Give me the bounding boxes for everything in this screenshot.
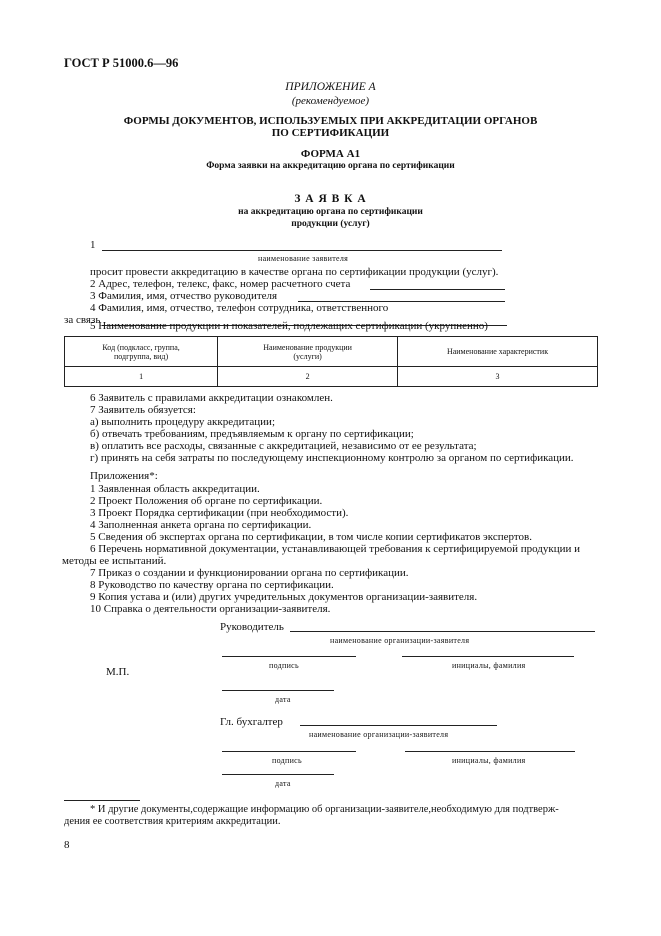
field-4: 4 Фамилия, имя, отчество, телефон сотрудника, ответственного [90, 302, 389, 314]
field-3: 3 Фамилия, имя, отчество руководителя [90, 290, 278, 302]
accountant-date-line [222, 774, 334, 775]
head-label: Руководитель [220, 621, 284, 633]
statement-7g: г) принять на себя затраты по последующему инспекционному контролю за органом по сертификации. [90, 452, 574, 464]
statement-7b: б) отвечать требованиям, предъявляемым к органу по сертификации; [90, 428, 414, 440]
accountant-label: Гл. бухгалтер [220, 716, 283, 728]
head-date-line [222, 690, 334, 691]
attachment-item: 7 Приказ о создании и функционировании органа по сертификации. [90, 567, 409, 579]
table-cell: 1 [65, 367, 218, 387]
field-5: 5 Наименование продукции и показателей, подлежащих сертификации (укрупненно) [90, 320, 488, 332]
attachment-item: 2 Проект Положения об органе по сертификации. [90, 495, 323, 507]
appendix-note: (рекомендуемое) [291, 95, 370, 107]
statement-6: 6 Заявитель с правилами аккредитации ознакомлен. [90, 392, 333, 404]
head-signature-caption: подпись [269, 661, 299, 670]
application-line2: продукции (услуг) [291, 219, 370, 229]
table-row [65, 367, 598, 387]
document-code: ГОСТ Р 51000.6—96 [64, 56, 179, 70]
accountant-initials-line [405, 751, 575, 752]
form-name: ФОРМА А1 [300, 148, 361, 160]
accountant-org-line [300, 725, 497, 726]
head-date-caption: дата [275, 695, 291, 704]
attachment-item: 3 Проект Порядка сертификации (при необходимости). [90, 507, 349, 519]
head-signature-line [222, 656, 356, 657]
table-cell: 3 [398, 367, 598, 387]
statement-7a: а) выполнить процедуру аккредитации; [90, 416, 276, 428]
field-4-continued: за связь [64, 314, 101, 326]
attachment-item: 6 Перечень нормативной документации, устанавливающей требования к сертифицируемой продукции и [90, 543, 581, 555]
accountant-initials-caption: инициалы, фамилия [452, 756, 526, 765]
field-1-caption: наименование заявителя [258, 254, 349, 263]
field-2: 2 Адрес, телефон, телекс, факс, номер расчетного счета [90, 278, 351, 290]
appendix-title: ПРИЛОЖЕНИЕ А [285, 81, 376, 93]
application-line1: на аккредитацию органа по сертификации [238, 207, 423, 217]
head-org-caption: наименование организации-заявителя [330, 636, 470, 645]
attachment-item: 9 Копия устава и (или) других учредительных документов организации-заявителя. [90, 591, 478, 603]
main-title-line1: ФОРМЫ ДОКУМЕНТОВ, ИСПОЛЬЗУЕМЫХ ПРИ АККРЕДИТАЦИИ ОРГАНОВ [123, 115, 538, 127]
head-initials-caption: инициалы, фамилия [452, 661, 526, 670]
head-initials-line [402, 656, 574, 657]
stamp-label: М.П. [106, 666, 130, 678]
table-header-cell: Код (подкласс, группа, подгруппа, вид) [65, 337, 218, 367]
field-1-text: просит провести аккредитацию в качестве органа по сертификации продукции (услуг). [90, 266, 499, 278]
attachment-item: 1 Заявленная область аккредитации. [90, 483, 260, 495]
table-header-cell: Наименование характеристик [398, 337, 598, 367]
attachment-item: 4 Заполненная анкета органа по сертификации. [90, 519, 312, 531]
field-1-number: 1 [90, 239, 96, 251]
footnote-separator [64, 800, 140, 801]
application-title: З А Я В К А [294, 193, 367, 205]
main-title-line2: ПО СЕРТИФИКАЦИИ [271, 127, 390, 139]
table-cell: 2 [218, 367, 398, 387]
attachment-item: 10 Справка о деятельности организации-заявителя. [90, 603, 331, 615]
attachment-item-continued: методы ее испытаний. [62, 555, 167, 567]
footnote-line2: дения ее соответствия критериям аккредитации. [64, 816, 281, 827]
footnote-line1: * И другие документы,содержащие информацию об организации-заявителе,необходимую для подтверж- [90, 804, 559, 815]
statement-7v: в) оплатить все расходы, связанные с аккредитацией, независимо от ее результата; [90, 440, 477, 452]
page-number: 8 [64, 839, 70, 851]
statement-7: 7 Заявитель обязуется: [90, 404, 196, 416]
attachments-title: Приложения*: [90, 470, 158, 482]
field-1-line [102, 250, 502, 251]
field-2-line [370, 289, 505, 290]
table-header-row [65, 337, 598, 367]
head-org-line [290, 631, 595, 632]
products-table [64, 336, 598, 387]
accountant-signature-caption: подпись [272, 756, 302, 765]
accountant-org-caption: наименование организации-заявителя [309, 730, 449, 739]
attachment-item: 5 Сведения об экспертах органа по сертификации, в том числе копии сертификатов экспертов. [90, 531, 532, 543]
attachment-item: 8 Руководство по качеству органа по сертификации. [90, 579, 334, 591]
table-header-cell: Наименование продукции (услуги) [218, 337, 398, 367]
accountant-signature-line [222, 751, 356, 752]
form-subtitle: Форма заявки на аккредитацию органа по сертификации [206, 161, 455, 171]
accountant-date-caption: дата [275, 779, 291, 788]
